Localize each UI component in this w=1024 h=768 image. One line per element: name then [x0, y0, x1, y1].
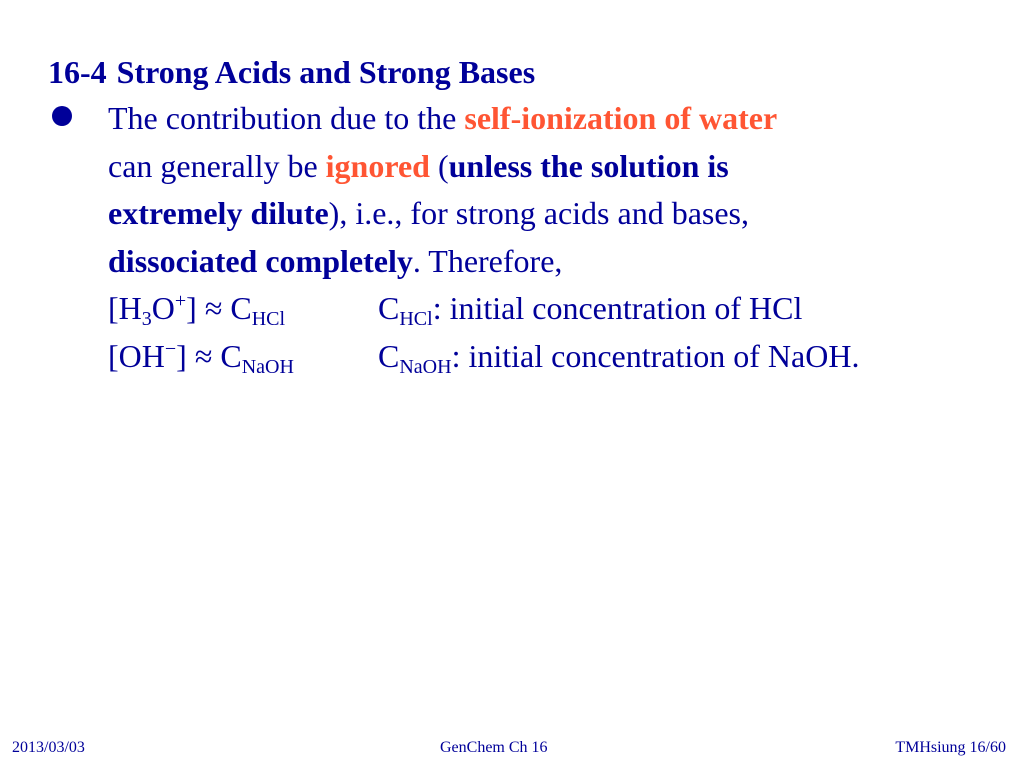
- text-line-4: [108, 238, 1008, 286]
- footer-date: 2013/03/03: [12, 739, 85, 756]
- bold-extremely-dilute: extremely dilute: [108, 195, 329, 231]
- text-segment: ), i.e., for strong acids and bases,: [328, 195, 749, 231]
- footer-course: GenChem Ch 16: [440, 739, 548, 756]
- text-line-1: [108, 95, 1008, 143]
- section-number: 16-4: [48, 54, 107, 90]
- bold-unless-dilute: unless the solution is: [448, 147, 729, 184]
- text-segment: (: [429, 147, 449, 184]
- text-segment: can generally be: [108, 147, 326, 184]
- slide-title: [48, 52, 535, 92]
- footer-page-number: TMHsiung 16/60: [895, 739, 1006, 756]
- equation-naoh-definition: $C_{NaOH}$: initial concentration of NaOH.: [378, 337, 860, 378]
- highlight-ignored: ignored: [325, 147, 430, 184]
- bold-dissociated-completely: dissociated completely: [108, 242, 413, 279]
- equation-hcl-definition: $C_{HCl}$: initial concentration of HCl: [378, 290, 803, 330]
- text-line-3: [108, 190, 1008, 238]
- text-segment: The contribution due to the: [108, 100, 465, 136]
- equation-naoh: [108, 333, 1008, 381]
- highlight-self-ionization: self-ionization of water: [464, 100, 778, 136]
- bullet-dot-icon: [52, 106, 72, 126]
- title-text: Strong Acids and Strong Bases: [116, 54, 536, 90]
- equation-hcl-lhs: $[H_3O^+] \approx C_{HCl}$: [108, 290, 286, 330]
- text-segment: . Therefore,: [412, 242, 563, 279]
- equation-naoh-lhs: $[OH^-] \approx C_{NaOH}$: [108, 337, 294, 378]
- equation-hcl: [108, 285, 1008, 333]
- bullet-content: [108, 95, 1008, 380]
- text-line-2: [108, 143, 1008, 191]
